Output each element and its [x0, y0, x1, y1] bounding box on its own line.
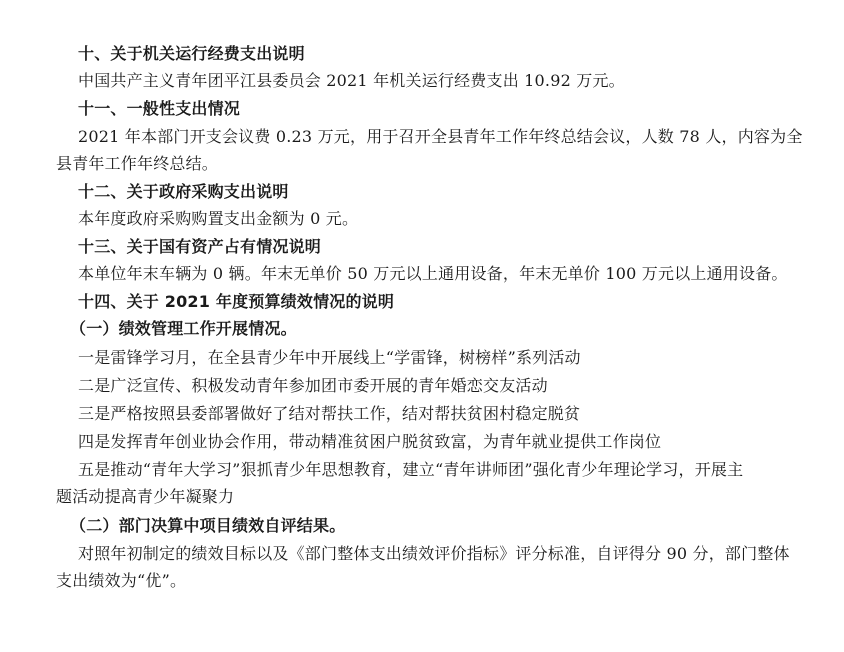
subsection-2-heading: （二）部门决算中项目绩效自评结果。 — [70, 516, 346, 535]
list-item-5-line2: 题活动提高青少年凝聚力 — [56, 487, 235, 506]
section-11-body-line2: 县青年工作年终总结。 — [56, 154, 219, 173]
section-13-body: 本单位年末车辆为 0 辆。年末无单价 50 万元以上通用设备，年末无单价 100 万元以上通用设备。 — [78, 264, 788, 283]
section-10-body: 中国共产主义青年团平江县委员会 2021 年机关运行经费支出 10.92 万元。 — [78, 71, 625, 90]
list-item-5-line1: 五是推动“青年大学习”狠抓青少年思想教育，建立“青年讲师团”强化青少年理论学习，开展主 — [78, 460, 744, 479]
section-13-heading: 十三、关于国有资产占有情况说明 — [78, 237, 322, 256]
section-10-heading: 十、关于机关运行经费支出说明 — [78, 44, 305, 63]
subsection-2-body-line1: 对照年初制定的绩效目标以及《部门整体支出绩效评价指标》评分标准，自评得分 90 分，部门整体 — [78, 544, 790, 563]
section-12-heading: 十二、关于政府采购支出说明 — [78, 182, 289, 201]
list-item: 二是广泛宣传、积极发动青年参加团市委开展的青年婚恋交友活动 — [78, 376, 548, 395]
list-item: 一是雷锋学习月，在全县青少年中开展线上“学雷锋，树榜样”系列活动 — [78, 348, 581, 367]
section-11-heading: 十一、一般性支出情况 — [78, 99, 241, 118]
list-item: 三是严格按照县委部署做好了结对帮扶工作，结对帮扶贫困村稳定脱贫 — [78, 404, 581, 423]
subsection-1-heading: （一）绩效管理工作开展情况。 — [70, 319, 297, 338]
section-14-heading: 十四、关于 2021 年度预算绩效情况的说明 — [78, 292, 395, 311]
subsection-2-body-line2: 支出绩效为“优”。 — [56, 571, 187, 590]
section-12-body: 本年度政府采购购置支出金额为 0 元。 — [78, 209, 359, 228]
list-item: 四是发挥青年创业协会作用，带动精准贫困户脱贫致富，为青年就业提供工作岗位 — [78, 432, 662, 451]
section-11-body-line1: 2021 年本部门开支会议费 0.23 万元，用于召开全县青年工作年终总结会议，人数 78 人，内容为全 — [78, 127, 803, 146]
